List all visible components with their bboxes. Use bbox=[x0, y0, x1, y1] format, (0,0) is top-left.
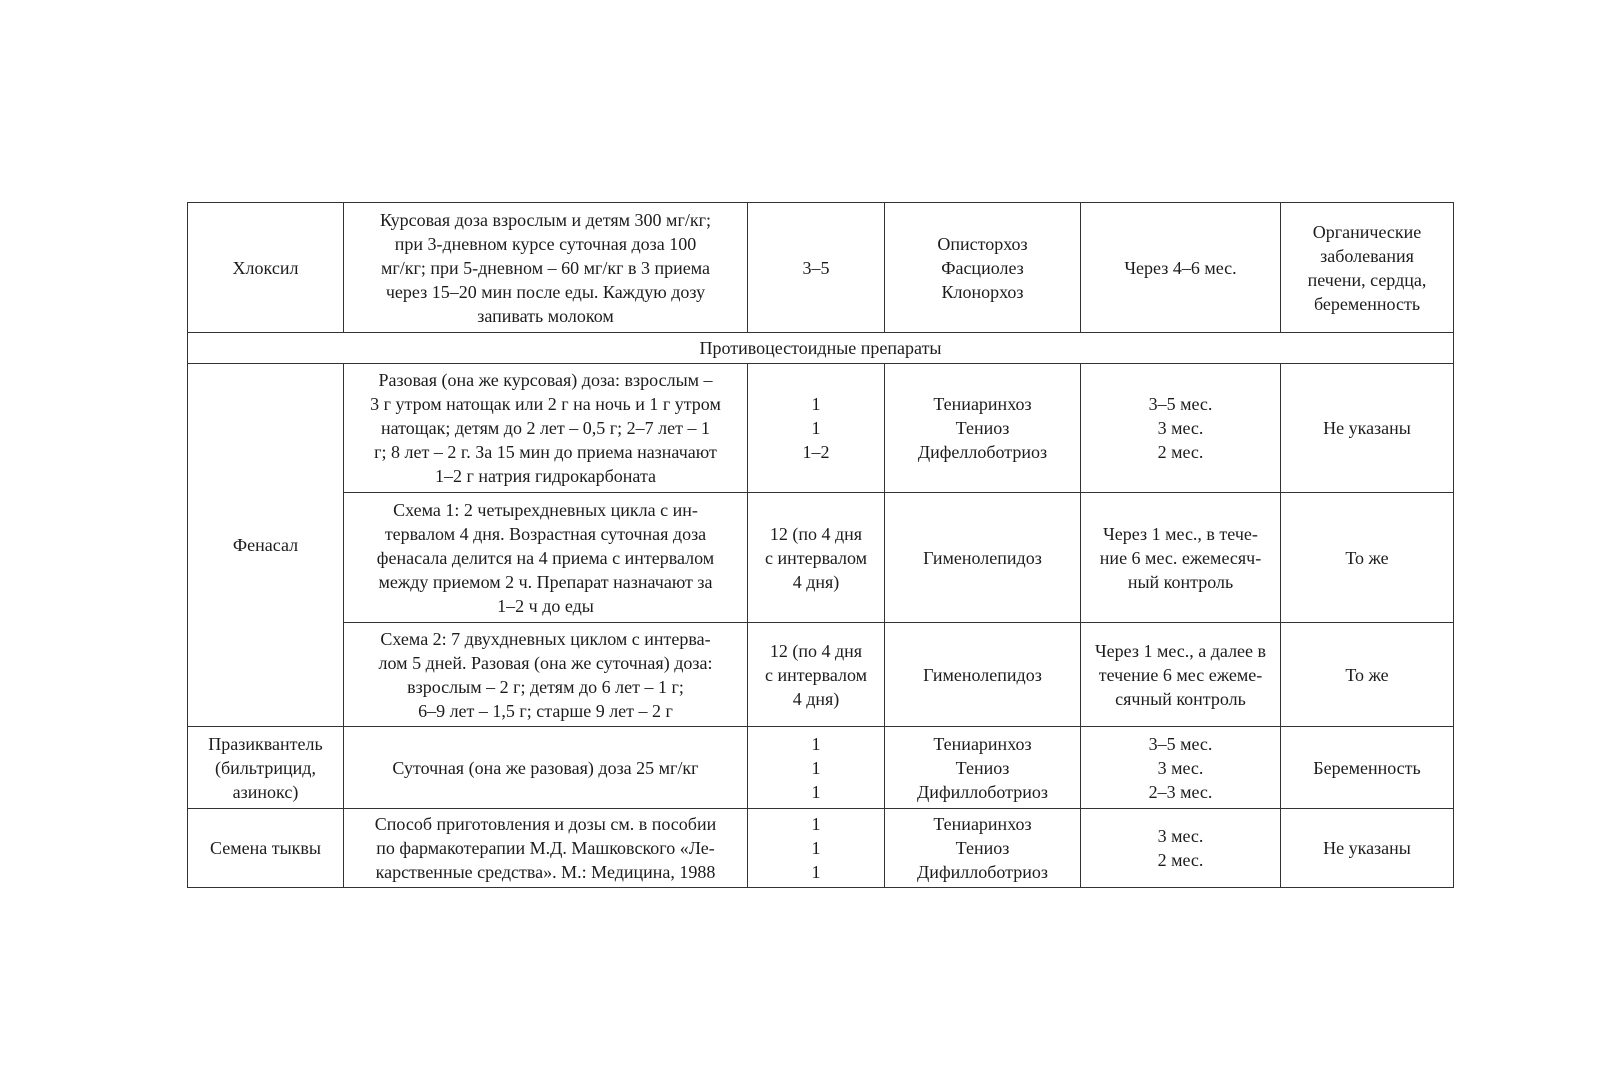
dose-cell: Курсовая доза взрослым и детям 300 мг/кг; при 3-дневном курсе суточная доза 100 мг/кг; при 5-дневном – 60 мг/кг в 3 приема через 15–20 мин после еды. Каждую дозу запивать молоком bbox=[344, 203, 748, 333]
section-title: Противоцестоидные препараты bbox=[188, 333, 1454, 364]
drug-name-cell: Фенасал bbox=[188, 364, 344, 727]
days-cell: 1 1 1 bbox=[748, 809, 885, 888]
dose-cell: Схема 2: 7 двухдневных циклом с интерва- лом 5 дней. Разовая (она же суточная) доза: взрослым – 2 г; детям до 6 лет – 1 г; 6–9 лет – 1,5 г; старше 9 лет – 2 г bbox=[344, 623, 748, 727]
control-cell: Через 1 мес., в тече- ние 6 мес. ежемесяч- ный контроль bbox=[1081, 493, 1281, 623]
control-cell: 3–5 мес. 3 мес. 2 мес. bbox=[1081, 364, 1281, 493]
control-cell: Через 1 мес., а далее в течение 6 мес ежеме- сячный контроль bbox=[1081, 623, 1281, 727]
contraindication-cell: Беременность bbox=[1281, 727, 1454, 809]
indication-cell: Описторхоз Фасциолез Клонорхоз bbox=[885, 203, 1081, 333]
days-cell: 3–5 bbox=[748, 203, 885, 333]
dose-cell: Способ приготовления и дозы см. в пособии по фармакотерапии М.Д. Машковского «Ле- карственные средства». М.: Медицина, 1988 bbox=[344, 809, 748, 888]
table-row bbox=[188, 493, 1454, 623]
control-cell: 3–5 мес. 3 мес. 2–3 мес. bbox=[1081, 727, 1281, 809]
contraindication-cell: Не указаны bbox=[1281, 364, 1454, 493]
days-cell: 1 1 1 bbox=[748, 727, 885, 809]
indication-cell: Гименолепидоз bbox=[885, 623, 1081, 727]
dose-cell: Схема 1: 2 четырехдневных цикла с ин- тервалом 4 дня. Возрастная суточная доза фенасала делится на 4 приема с интервалом между приемом 2 ч. Препарат назначают за 1–2 ч до еды bbox=[344, 493, 748, 623]
table-row bbox=[188, 203, 1454, 333]
control-cell: 3 мес. 2 мес. bbox=[1081, 809, 1281, 888]
indication-cell: Гименолепидоз bbox=[885, 493, 1081, 623]
section-heading-row bbox=[188, 333, 1454, 364]
contraindication-cell: То же bbox=[1281, 623, 1454, 727]
dose-cell: Суточная (она же разовая) доза 25 мг/кг bbox=[344, 727, 748, 809]
indication-cell: Тениаринхоз Тениоз Дифеллоботриоз bbox=[885, 364, 1081, 493]
days-cell: 12 (по 4 дня с интервалом 4 дня) bbox=[748, 493, 885, 623]
contraindication-cell: Не указаны bbox=[1281, 809, 1454, 888]
indication-cell: Тениаринхоз Тениоз Дифиллоботриоз bbox=[885, 727, 1081, 809]
table-row bbox=[188, 623, 1454, 727]
days-cell: 12 (по 4 дня с интервалом 4 дня) bbox=[748, 623, 885, 727]
drug-name-cell: Хлоксил bbox=[188, 203, 344, 333]
drug-table bbox=[187, 202, 1454, 888]
contraindication-cell: То же bbox=[1281, 493, 1454, 623]
drug-name-cell: Семена тыквы bbox=[188, 809, 344, 888]
contraindication-cell: Органические заболевания печени, сердца, беременность bbox=[1281, 203, 1454, 333]
days-cell: 1 1 1–2 bbox=[748, 364, 885, 493]
table-row bbox=[188, 809, 1454, 888]
indication-cell: Тениаринхоз Тениоз Дифиллоботриоз bbox=[885, 809, 1081, 888]
dose-cell: Разовая (она же курсовая) доза: взрослым – 3 г утром натощак или 2 г на ночь и 1 г утром натощак; детям до 2 лет – 0,5 г; 2–7 лет – 1 г; 8 лет – 2 г. За 15 мин до приема назначают 1–2 г натрия гидрокарбоната bbox=[344, 364, 748, 493]
control-cell: Через 4–6 мес. bbox=[1081, 203, 1281, 333]
table-row bbox=[188, 364, 1454, 493]
drug-name-cell: Празиквантель (бильтрицид, азинокс) bbox=[188, 727, 344, 809]
table-row bbox=[188, 727, 1454, 809]
